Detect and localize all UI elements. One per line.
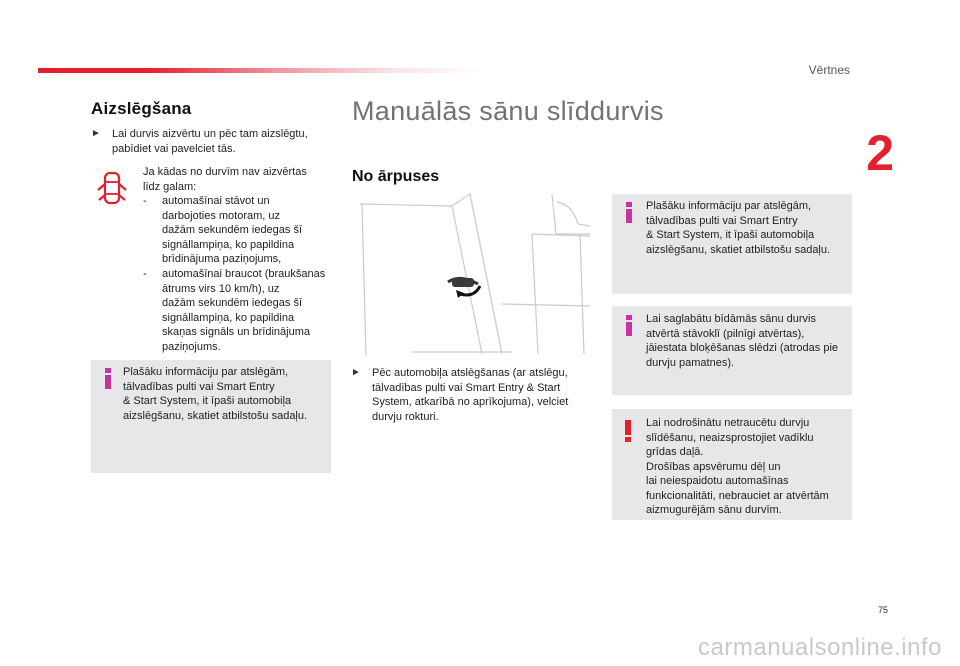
text-line: aizslēgšanu, skatiet atbilstošu sadaļu. [646, 243, 831, 256]
text-line: darbojoties motoram, uz [162, 209, 280, 222]
text-line: jāiestata bloķēšanas slēdzi (atrodas pie [646, 342, 839, 354]
header-accent-bar [38, 68, 483, 73]
info-box-keys-left [91, 360, 331, 473]
outside-instruction [351, 366, 569, 424]
text-line: tālvadības pulti vai Smart Entry [646, 214, 798, 227]
text-line: durvju pamatnes). [646, 356, 735, 369]
text-line: brīdinājuma paziņojums, [162, 253, 282, 265]
text-line: pabīdiet vai pavelciet tās. [112, 142, 236, 155]
text-line: automašīnai braucot (braukšanas [162, 268, 326, 280]
door-warning-intro [143, 165, 307, 194]
text-line: tālvadības pulti vai Smart Entry [123, 380, 275, 393]
arrow-bullet-icon: ► [351, 367, 361, 378]
info-box-lock-switch [612, 306, 852, 395]
text-line: automašīnai stāvot un [162, 195, 270, 207]
text-line: Ja kādas no durvīm nav aizvērtas [143, 166, 307, 178]
text-line: & Start System, it īpaši automobiļa [123, 395, 292, 407]
chapter-number: 2 [866, 125, 894, 181]
text-line: System, atkarībā no aprīkojuma), velciet [372, 396, 569, 408]
info-icon [625, 202, 633, 224]
info-box-keys-right [612, 194, 852, 294]
text-line: dažām sekundēm iedegas šī [162, 297, 303, 309]
warning-box-sliding [612, 409, 852, 520]
text-line: atvērtā stāvoklī (pilnīgi atvērtas), [646, 327, 805, 340]
text-line: signāllampiņa, ko papildina [162, 311, 295, 324]
text-line: Drošības apsvērumu dēļ un [646, 460, 781, 473]
car-door-open-icon [96, 168, 128, 208]
info-icon [104, 368, 112, 390]
text-line: durvju rokturi. [372, 410, 439, 423]
list-dash: - [143, 195, 147, 207]
from-outside-heading: No ārpuses [352, 168, 440, 185]
text-line: līdz galam: [143, 180, 197, 193]
text-line: skaņas signāls un brīdinājuma [162, 326, 310, 338]
text-line: slīdēšanu, neaizsprostojiet vadīklu [646, 431, 814, 444]
text-line: ātrums virs 10 km/h), uz [162, 282, 280, 295]
door-warning-item [143, 194, 343, 267]
text-line: paziņojums. [162, 340, 221, 353]
text-line: tālvadības pulti vai Smart Entry & Start [372, 381, 561, 394]
text-line: Lai durvis aizvērtu un pēc tam aizslēgtu, [112, 128, 308, 140]
list-dash: - [143, 268, 147, 280]
text-line: & Start System, it īpaši automobiļa [646, 229, 815, 241]
text-line: Plašāku informāciju par atslēgām, [123, 366, 289, 378]
text-line: signāllampiņa, ko papildina [162, 238, 295, 251]
text-line: lai neiespaidotu automašīnas [646, 475, 789, 487]
exclamation-icon [624, 420, 632, 442]
text-line: dažām sekundēm iedegas šī [162, 224, 303, 236]
text-line: aizslēgšanu, skatiet atbilstošu sadaļu. [123, 409, 308, 422]
text-line: grīdas daļā. [646, 446, 704, 458]
text-line: Lai nodrošinātu netraucētu durvju [646, 417, 810, 429]
page-number: 75 [877, 605, 888, 615]
text-line: Pēc automobiļa atslēgšanas (ar atslēgu, [372, 367, 568, 379]
section-title: Vērtnes [808, 63, 850, 77]
sliding-door-illustration [352, 194, 592, 356]
text-line: Lai saglabātu bīdāmās sānu durvis [646, 313, 816, 325]
locking-instruction [91, 127, 308, 156]
text-line: aizmugurējām sānu durvīm. [646, 504, 782, 516]
text-line: funkcionalitāti, nebrauciet ar atvērtām [646, 489, 829, 502]
info-icon [625, 315, 633, 337]
text-line: Plašāku informāciju par atslēgām, [646, 200, 812, 212]
page-title: Manuālās sānu slīddurvis [352, 96, 664, 126]
locking-heading: Aizslēgšana [91, 99, 192, 118]
door-warning-item [143, 267, 343, 354]
door-handle-icon [448, 278, 480, 298]
arrow-bullet-icon: ► [91, 128, 101, 139]
watermark: carmanualsonline.info [698, 634, 942, 661]
